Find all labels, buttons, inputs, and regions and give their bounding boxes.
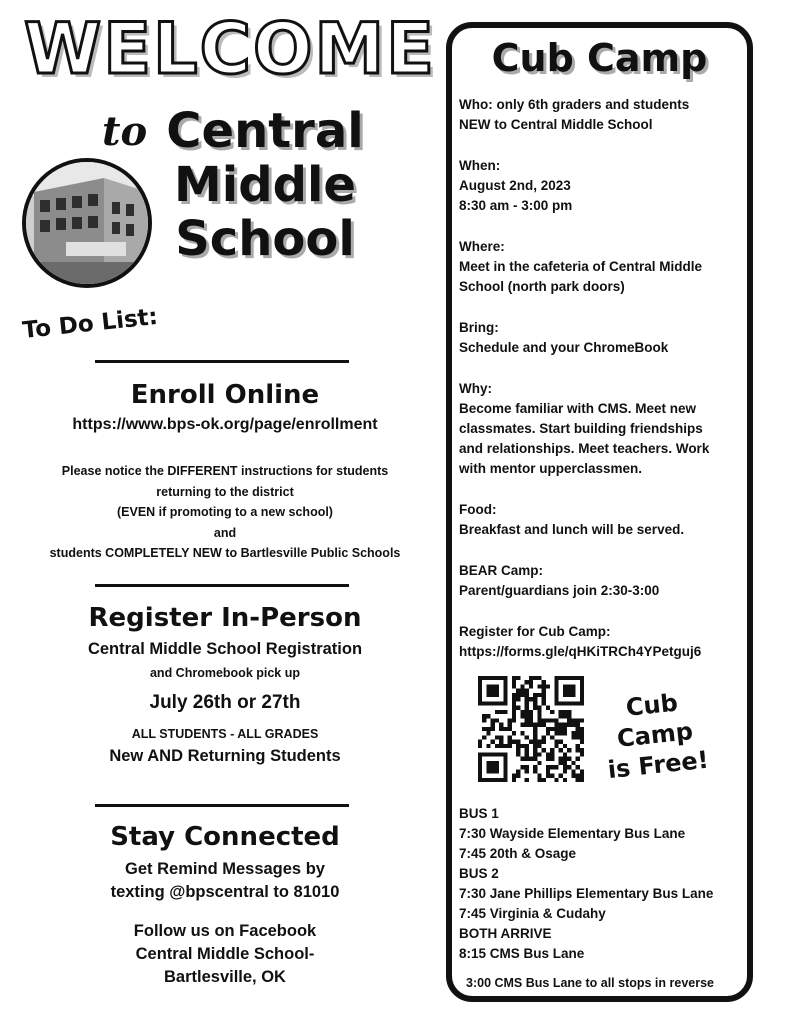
cub-camp-line: NEW to Central Middle School (459, 117, 653, 132)
enroll-section (20, 380, 430, 564)
connect-line: Bartlesville, OK (164, 968, 286, 986)
welcome-heading: WELCOME (24, 8, 436, 90)
bus-line: 7:30 Wayside Elementary Bus Lane (459, 826, 686, 841)
divider (95, 804, 349, 807)
cub-camp-line: 8:30 am - 3:00 pm (459, 198, 573, 213)
school-name (160, 104, 370, 266)
school-name-line: Central (166, 103, 364, 159)
cub-camp-free (586, 683, 725, 786)
enrollment-url[interactable]: https://www.bps-ok.org/page/enrollment (72, 416, 378, 433)
school-building-photo (22, 158, 152, 288)
note-line: returning to the district (156, 484, 294, 499)
cub-camp-line: Who: only 6th graders and students (459, 97, 690, 112)
note-line: Please notice the DIFFERENT instructions for students (61, 464, 389, 478)
registration-url[interactable]: https://forms.gle/qHKiTRCh4YPetguj6 (459, 644, 702, 659)
free-line: Cub Camp (615, 688, 695, 753)
cub-camp-line: and relationships. Meet teachers. Work (459, 441, 710, 456)
cub-camp-line: Where: (459, 239, 505, 254)
cub-camp-line: When: (459, 158, 501, 173)
cub-camp-line: Register for Cub Camp: (459, 624, 611, 639)
enroll-heading: Enroll Online (130, 380, 320, 410)
school-name-line: Middle (174, 157, 356, 213)
note-line: and (213, 525, 237, 540)
cub-camp-line: Why: (459, 381, 492, 396)
note-line: students COMPLETELY NEW to Bartlesville Public Schools (49, 546, 401, 560)
cub-camp-line: Meet in the cafeteria of Central Middle (459, 259, 703, 274)
connect-line: Get Remind Messages by (125, 860, 325, 878)
divider (95, 360, 349, 363)
cub-camp-line: Food: (459, 502, 497, 517)
register-line: ALL STUDENTS - ALL GRADES (131, 727, 319, 741)
qr-code[interactable] (478, 676, 584, 782)
connect-line: Follow us on Facebook (133, 922, 317, 940)
cub-camp-line: Become familiar with CMS. Meet new (459, 401, 697, 416)
bus-line: 8:15 CMS Bus Lane (459, 946, 585, 961)
school-name-line: School (175, 211, 355, 267)
cub-camp-line: Parent/guardians join 2:30-3:00 (459, 583, 660, 598)
cub-camp-line: Breakfast and lunch will be served. (459, 522, 685, 537)
to-label: to (102, 108, 148, 155)
divider (95, 584, 349, 587)
connect-section (20, 822, 430, 987)
cub-camp-line: BEAR Camp: (459, 563, 544, 578)
school-building-image (26, 162, 148, 284)
cub-camp-line: with mentor upperclassmen. (459, 461, 643, 476)
cub-camp-title: Cub Camp (491, 36, 708, 80)
bus-line: BOTH ARRIVE (459, 926, 552, 941)
bus-line: BUS 2 (459, 866, 499, 881)
cub-camp-line: School (north park doors) (459, 279, 625, 294)
connect-heading: Stay Connected (110, 822, 340, 852)
note-line: (EVEN if promoting to a new school) (117, 505, 333, 519)
cub-camp-line: Schedule and your ChromeBook (459, 340, 669, 355)
bus-line: 7:45 Virginia & Cudahy (459, 906, 606, 921)
bus-line: 7:30 Jane Phillips Elementary Bus Lane (459, 886, 714, 901)
bus-line: 7:45 20th & Osage (459, 846, 577, 861)
register-line: New AND Returning Students (109, 747, 341, 765)
connect-line: texting @bpscentral to 81010 (110, 883, 340, 901)
cub-camp-line: Bring: (459, 320, 499, 335)
bus-line: BUS 1 (459, 806, 499, 821)
todo-title: To Do List: (21, 303, 160, 344)
register-line: and Chromebook pick up (149, 666, 300, 680)
return-route: 3:00 CMS Bus Lane to all stops in reverse (466, 976, 714, 990)
cub-camp-line: classmates. Start building friendships (459, 421, 703, 436)
register-section (20, 603, 430, 766)
register-dates: July 26th or 27th (149, 692, 301, 713)
free-line: is Free! (606, 745, 710, 785)
register-line: Central Middle School Registration (87, 640, 363, 658)
register-heading: Register In-Person (88, 603, 362, 633)
cub-camp-line: August 2nd, 2023 (459, 178, 571, 193)
connect-line: Central Middle School- (135, 945, 315, 963)
enroll-note (20, 461, 430, 564)
